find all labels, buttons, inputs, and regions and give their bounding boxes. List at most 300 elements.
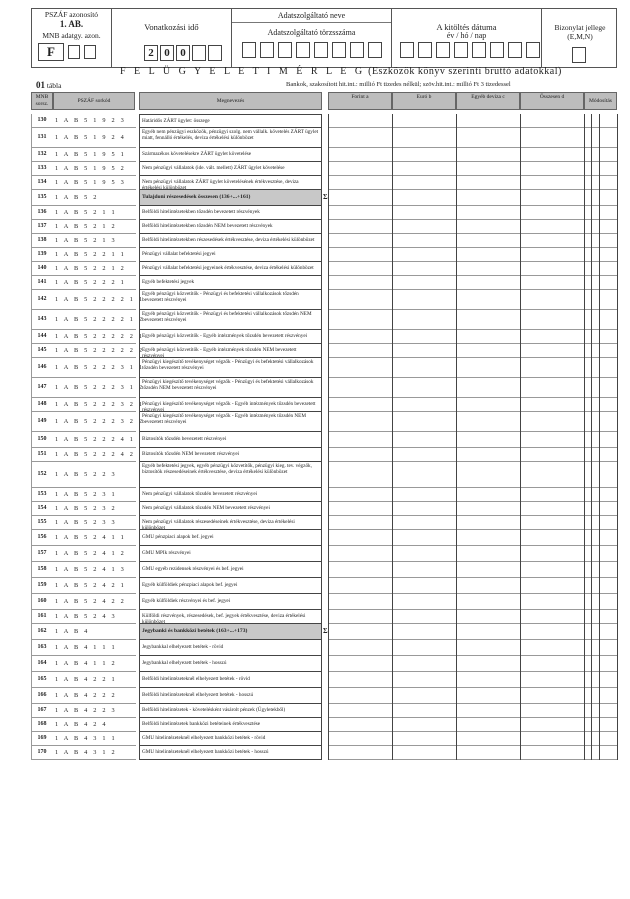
row-description: Egyéb pénzügyi közvetítők - Egyéb intézmények tőzsdén NEM bevezetett részvényei xyxy=(139,344,322,358)
table-row xyxy=(31,412,617,432)
date-box-1[interactable] xyxy=(400,42,414,58)
row-code: 1 A B 5 2 3 1 xyxy=(55,491,117,498)
value-forint[interactable] xyxy=(328,624,392,640)
value-forint[interactable] xyxy=(328,656,392,672)
value-modositas[interactable] xyxy=(584,594,617,610)
value-euro[interactable] xyxy=(392,330,456,344)
value-modositas[interactable] xyxy=(584,344,617,358)
value-euro[interactable] xyxy=(392,276,456,290)
row-code: 1 A B 5 2 2 1 2 xyxy=(55,265,126,272)
value-deviza[interactable] xyxy=(456,128,520,148)
value-euro[interactable] xyxy=(392,746,456,760)
header-id-cell xyxy=(32,9,112,67)
value-euro[interactable] xyxy=(392,190,456,206)
value-deviza[interactable] xyxy=(456,220,520,234)
value-deviza[interactable] xyxy=(456,290,520,310)
value-euro[interactable] xyxy=(392,220,456,234)
registry-box-3[interactable] xyxy=(278,42,292,58)
row-code: 1 A B 5 2 2 2 4 2 xyxy=(55,451,136,458)
row-description: Belföldi hitelintézetekben tőzsdén bevezetett részvények xyxy=(139,206,322,220)
value-modositas[interactable] xyxy=(584,502,617,516)
row-description: Származékos követelésekre ZÁRT ügylet követelése xyxy=(139,148,322,162)
table-number xyxy=(36,80,61,90)
value-forint[interactable] xyxy=(328,176,392,190)
value-modositas[interactable] xyxy=(584,624,617,640)
value-osszesen[interactable] xyxy=(520,378,584,398)
value-forint[interactable] xyxy=(328,718,392,732)
value-modositas[interactable] xyxy=(584,432,617,448)
value-osszesen[interactable] xyxy=(520,546,584,562)
value-euro[interactable] xyxy=(392,488,456,502)
row-number: 160 xyxy=(37,598,47,604)
value-modositas[interactable] xyxy=(584,262,617,276)
value-osszesen[interactable] xyxy=(520,688,584,704)
value-deviza[interactable] xyxy=(456,344,520,358)
value-forint[interactable] xyxy=(328,462,392,488)
value-osszesen[interactable] xyxy=(520,640,584,656)
value-osszesen[interactable] xyxy=(520,276,584,290)
value-deviza[interactable] xyxy=(456,546,520,562)
value-osszesen[interactable] xyxy=(520,562,584,578)
value-euro[interactable] xyxy=(392,688,456,704)
sum-marker: Σ xyxy=(323,627,328,635)
value-osszesen[interactable] xyxy=(520,248,584,262)
value-modositas[interactable] xyxy=(584,190,617,206)
value-forint[interactable] xyxy=(328,234,392,248)
value-euro[interactable] xyxy=(392,516,456,530)
date-box-7[interactable] xyxy=(508,42,522,58)
value-modositas[interactable] xyxy=(584,562,617,578)
value-forint[interactable] xyxy=(328,578,392,594)
value-osszesen[interactable] xyxy=(520,176,584,190)
row-description: Egyéb külföldiek pénzpiaci alapok bef. jegyei xyxy=(139,578,322,594)
value-euro[interactable] xyxy=(392,358,456,378)
row-code: 1 A B 5 1 9 2 3 xyxy=(55,117,126,124)
value-osszesen[interactable] xyxy=(520,594,584,610)
value-deviza[interactable] xyxy=(456,234,520,248)
value-forint[interactable] xyxy=(328,502,392,516)
value-euro[interactable] xyxy=(392,290,456,310)
value-euro[interactable] xyxy=(392,704,456,718)
value-deviza[interactable] xyxy=(456,610,520,624)
value-osszesen[interactable] xyxy=(520,190,584,206)
value-forint[interactable] xyxy=(328,148,392,162)
value-deviza[interactable] xyxy=(456,190,520,206)
letter-box[interactable]: F xyxy=(38,43,64,61)
value-deviza[interactable] xyxy=(456,276,520,290)
value-forint[interactable] xyxy=(328,594,392,610)
table-row xyxy=(31,262,617,276)
value-euro[interactable] xyxy=(392,234,456,248)
value-osszesen[interactable] xyxy=(520,502,584,516)
value-modositas[interactable] xyxy=(584,128,617,148)
value-deviza[interactable] xyxy=(456,516,520,530)
value-osszesen[interactable] xyxy=(520,162,584,176)
value-forint[interactable] xyxy=(328,516,392,530)
value-euro[interactable] xyxy=(392,310,456,330)
value-osszesen[interactable] xyxy=(520,310,584,330)
value-forint[interactable] xyxy=(328,248,392,262)
value-forint[interactable] xyxy=(328,262,392,276)
value-deviza[interactable] xyxy=(456,248,520,262)
row-number: 167 xyxy=(37,707,47,713)
value-modositas[interactable] xyxy=(584,448,617,462)
row-number: 150 xyxy=(37,436,47,442)
registry-box-7[interactable] xyxy=(350,42,364,58)
value-forint[interactable] xyxy=(328,128,392,148)
value-osszesen[interactable] xyxy=(520,624,584,640)
value-modositas[interactable] xyxy=(584,412,617,432)
value-euro[interactable] xyxy=(392,530,456,546)
value-euro[interactable] xyxy=(392,206,456,220)
row-description: GMU hitelintézeteknél elhelyezett bankközi betétek - rövid xyxy=(139,732,322,746)
value-osszesen[interactable] xyxy=(520,344,584,358)
row-description: Egyéb nem pénzügyi eszközök, pénzügyi szolg. nem vállalk. követelés ZÁRT ügylet miatt, fennálló értékelés, deviza értékelési különbözet xyxy=(139,128,322,148)
value-euro[interactable] xyxy=(392,640,456,656)
header-doc-cell xyxy=(542,9,618,67)
value-euro[interactable] xyxy=(392,732,456,746)
row-number: 137 xyxy=(37,223,47,229)
value-osszesen[interactable] xyxy=(520,148,584,162)
value-euro[interactable] xyxy=(392,624,456,640)
row-description: Egyéb külföldiek részvényei és bef. jegyei xyxy=(139,594,322,610)
value-modositas[interactable] xyxy=(584,704,617,718)
row-number: 144 xyxy=(37,333,47,339)
value-forint[interactable] xyxy=(328,276,392,290)
registry-box-5[interactable] xyxy=(314,42,328,58)
value-modositas[interactable] xyxy=(584,234,617,248)
value-deviza[interactable] xyxy=(456,162,520,176)
value-osszesen[interactable] xyxy=(520,220,584,234)
value-forint[interactable] xyxy=(328,562,392,578)
row-code: 1 A B 4 2 2 2 xyxy=(55,692,117,699)
registry-box-4[interactable] xyxy=(296,42,310,58)
registry-box-6[interactable] xyxy=(332,42,346,58)
date-box-8[interactable] xyxy=(526,42,540,58)
row-code: 1 A B 4 2 2 3 xyxy=(55,707,117,714)
value-osszesen[interactable] xyxy=(520,656,584,672)
row-code: 1 A B 5 2 4 1 1 xyxy=(55,534,126,541)
value-modositas[interactable] xyxy=(584,148,617,162)
table-row xyxy=(31,688,617,704)
value-forint[interactable] xyxy=(328,162,392,176)
date-box-4[interactable] xyxy=(454,42,468,58)
value-forint[interactable] xyxy=(328,688,392,704)
value-modositas[interactable] xyxy=(584,516,617,530)
table-row xyxy=(31,358,617,378)
table-row xyxy=(31,148,617,162)
value-modositas[interactable] xyxy=(584,546,617,562)
value-modositas[interactable] xyxy=(584,578,617,594)
row-number: 156 xyxy=(37,534,47,540)
row-number: 161 xyxy=(37,613,47,619)
value-osszesen[interactable] xyxy=(520,330,584,344)
row-description: Egyéb pénzügyi közvetítők - Egyéb intézmények tőzsdén bevezetett részvényei xyxy=(139,330,322,344)
value-osszesen[interactable] xyxy=(520,704,584,718)
mnb-box-2[interactable] xyxy=(84,45,96,59)
row-number: 165 xyxy=(37,676,47,682)
value-deviza[interactable] xyxy=(456,732,520,746)
value-modositas[interactable] xyxy=(584,688,617,704)
value-modositas[interactable] xyxy=(584,310,617,330)
value-osszesen[interactable] xyxy=(520,718,584,732)
value-osszesen[interactable] xyxy=(520,448,584,462)
table-label: tábla xyxy=(46,81,62,90)
value-euro[interactable] xyxy=(392,162,456,176)
value-osszesen[interactable] xyxy=(520,530,584,546)
value-forint[interactable] xyxy=(328,530,392,546)
col-header-osszesen: Összesen d xyxy=(520,92,584,110)
form-code: 1. AB. xyxy=(59,19,84,29)
value-deviza[interactable] xyxy=(456,176,520,190)
value-forint[interactable] xyxy=(328,610,392,624)
value-modositas[interactable] xyxy=(584,672,617,688)
year-box-1[interactable]: 2 xyxy=(144,45,158,61)
value-deviza[interactable] xyxy=(456,672,520,688)
table-row xyxy=(31,310,617,330)
value-modositas[interactable] xyxy=(584,114,617,128)
value-deviza[interactable] xyxy=(456,448,520,462)
table-row xyxy=(31,220,617,234)
value-deviza[interactable] xyxy=(456,148,520,162)
value-forint[interactable] xyxy=(328,290,392,310)
value-osszesen[interactable] xyxy=(520,412,584,432)
value-osszesen[interactable] xyxy=(520,290,584,310)
value-deviza[interactable] xyxy=(456,310,520,330)
value-modositas[interactable] xyxy=(584,746,617,760)
value-deviza[interactable] xyxy=(456,640,520,656)
value-osszesen[interactable] xyxy=(520,732,584,746)
value-modositas[interactable] xyxy=(584,462,617,488)
value-deviza[interactable] xyxy=(456,530,520,546)
date-box-2[interactable] xyxy=(418,42,432,58)
value-euro[interactable] xyxy=(392,578,456,594)
value-deviza[interactable] xyxy=(456,432,520,448)
value-deviza[interactable] xyxy=(456,704,520,718)
value-deviza[interactable] xyxy=(456,262,520,276)
value-osszesen[interactable] xyxy=(520,262,584,276)
value-modositas[interactable] xyxy=(584,176,617,190)
value-forint[interactable] xyxy=(328,398,392,412)
value-forint[interactable] xyxy=(328,220,392,234)
row-number: 149 xyxy=(37,418,47,424)
value-modositas[interactable] xyxy=(584,290,617,310)
value-osszesen[interactable] xyxy=(520,114,584,128)
value-deviza[interactable] xyxy=(456,398,520,412)
date-box-6[interactable] xyxy=(490,42,504,58)
value-modositas[interactable] xyxy=(584,488,617,502)
row-description: Külföldi részvények, részesedések, bef. jegyek értékvesztése, deviza értékelési különbözet xyxy=(139,610,322,624)
value-forint[interactable] xyxy=(328,704,392,718)
value-forint[interactable] xyxy=(328,672,392,688)
provider-reg-label: Adatszolgáltató törzsszáma xyxy=(267,28,356,37)
value-euro[interactable] xyxy=(392,344,456,358)
table-row xyxy=(31,488,617,502)
row-code: 1 A B 5 2 2 2 2 2 2 xyxy=(55,347,145,354)
row-number: 170 xyxy=(37,749,47,755)
row-number: 154 xyxy=(37,505,47,511)
value-deviza[interactable] xyxy=(456,378,520,398)
value-euro[interactable] xyxy=(392,114,456,128)
value-osszesen[interactable] xyxy=(520,206,584,220)
value-forint[interactable] xyxy=(328,206,392,220)
value-deviza[interactable] xyxy=(456,114,520,128)
value-forint[interactable] xyxy=(328,746,392,760)
value-modositas[interactable] xyxy=(584,732,617,746)
value-osszesen[interactable] xyxy=(520,610,584,624)
value-deviza[interactable] xyxy=(456,578,520,594)
value-osszesen[interactable] xyxy=(520,128,584,148)
value-osszesen[interactable] xyxy=(520,358,584,378)
table-row xyxy=(31,432,617,448)
row-description: GMU hitelintézeteknél elhelyezett bankközi betétek - hosszú xyxy=(139,746,322,760)
row-description: Jegybanki és bankközi betétek (163+...+173) xyxy=(139,624,322,640)
value-modositas[interactable] xyxy=(584,330,617,344)
value-euro[interactable] xyxy=(392,176,456,190)
table-row xyxy=(31,624,617,640)
table-row xyxy=(31,114,617,128)
value-euro[interactable] xyxy=(392,128,456,148)
value-forint[interactable] xyxy=(328,732,392,746)
value-euro[interactable] xyxy=(392,398,456,412)
value-forint[interactable] xyxy=(328,546,392,562)
value-deviza[interactable] xyxy=(456,594,520,610)
value-osszesen[interactable] xyxy=(520,578,584,594)
value-deviza[interactable] xyxy=(456,718,520,732)
col-header-kod: PSZÁF sorkód xyxy=(53,92,135,110)
value-deviza[interactable] xyxy=(456,562,520,578)
value-deviza[interactable] xyxy=(456,330,520,344)
row-description: Nem pénzügyi vállalatok tőzsdén bevezetett részvényei xyxy=(139,488,322,502)
mnb-box-1[interactable] xyxy=(68,45,80,59)
value-osszesen[interactable] xyxy=(520,672,584,688)
value-euro[interactable] xyxy=(392,432,456,448)
value-osszesen[interactable] xyxy=(520,462,584,488)
value-euro[interactable] xyxy=(392,594,456,610)
value-osszesen[interactable] xyxy=(520,746,584,760)
value-forint[interactable] xyxy=(328,114,392,128)
year-box-5[interactable] xyxy=(208,45,222,61)
row-number: 132 xyxy=(37,151,47,157)
value-euro[interactable] xyxy=(392,148,456,162)
value-deviza[interactable] xyxy=(456,462,520,488)
value-euro[interactable] xyxy=(392,462,456,488)
value-euro[interactable] xyxy=(392,378,456,398)
row-description: Belföldi hitelintézetekben részesedések értékvesztése, deviza értékelési különbözet xyxy=(139,234,322,248)
value-osszesen[interactable] xyxy=(520,432,584,448)
col-header-desc: Megnevezés xyxy=(139,92,322,110)
value-euro[interactable] xyxy=(392,562,456,578)
value-deviza[interactable] xyxy=(456,206,520,220)
value-forint[interactable] xyxy=(328,330,392,344)
row-code: 1 A B 5 2 2 1 1 xyxy=(55,251,126,258)
value-euro[interactable] xyxy=(392,610,456,624)
value-osszesen[interactable] xyxy=(520,488,584,502)
value-euro[interactable] xyxy=(392,672,456,688)
value-modositas[interactable] xyxy=(584,220,617,234)
value-forint[interactable] xyxy=(328,358,392,378)
value-deviza[interactable] xyxy=(456,746,520,760)
value-euro[interactable] xyxy=(392,448,456,462)
table-row xyxy=(31,516,617,530)
value-forint[interactable] xyxy=(328,448,392,462)
table-row xyxy=(31,672,617,688)
value-deviza[interactable] xyxy=(456,358,520,378)
value-modositas[interactable] xyxy=(584,378,617,398)
value-deviza[interactable] xyxy=(456,488,520,502)
table-row xyxy=(31,594,617,610)
year-box-3[interactable]: 0 xyxy=(176,45,190,61)
value-euro[interactable] xyxy=(392,718,456,732)
value-forint[interactable] xyxy=(328,412,392,432)
value-deviza[interactable] xyxy=(456,502,520,516)
header-provider-cell xyxy=(232,9,392,67)
row-description: GMU egyéb rezidensek részvényei és bef. jegyei xyxy=(139,562,322,578)
value-euro[interactable] xyxy=(392,656,456,672)
value-euro[interactable] xyxy=(392,546,456,562)
value-osszesen[interactable] xyxy=(520,234,584,248)
value-forint[interactable] xyxy=(328,190,392,206)
value-modositas[interactable] xyxy=(584,718,617,732)
value-modositas[interactable] xyxy=(584,276,617,290)
row-number: 142 xyxy=(37,296,47,302)
row-code: 1 A B 4 3 1 1 xyxy=(55,735,117,742)
col-header-forint: Forint a xyxy=(328,92,392,110)
value-modositas[interactable] xyxy=(584,610,617,624)
value-deviza[interactable] xyxy=(456,688,520,704)
row-code: 1 A B 5 2 3 3 xyxy=(55,519,117,526)
row-number: 139 xyxy=(37,251,47,257)
value-modositas[interactable] xyxy=(584,358,617,378)
value-euro[interactable] xyxy=(392,248,456,262)
value-forint[interactable] xyxy=(328,432,392,448)
registry-box-2[interactable] xyxy=(260,42,274,58)
row-description: Egyéb pénzügyi közvetítők - Pénzügyi és befektetési vállalkozások tőzsdén NEM bevezetett részvényei xyxy=(139,310,322,330)
year-box-4[interactable] xyxy=(192,45,206,61)
value-forint[interactable] xyxy=(328,378,392,398)
value-forint[interactable] xyxy=(328,640,392,656)
registry-box-1[interactable] xyxy=(242,42,256,58)
value-osszesen[interactable] xyxy=(520,398,584,412)
value-forint[interactable] xyxy=(328,488,392,502)
row-number: 135 xyxy=(37,194,47,200)
row-code: 1 A B 5 2 4 2 2 xyxy=(55,598,126,605)
value-modositas[interactable] xyxy=(584,530,617,546)
value-modositas[interactable] xyxy=(584,162,617,176)
registry-box-8[interactable] xyxy=(368,42,382,58)
value-deviza[interactable] xyxy=(456,412,520,432)
doc-type-box[interactable] xyxy=(572,47,586,63)
table-row xyxy=(31,746,617,760)
value-modositas[interactable] xyxy=(584,656,617,672)
value-euro[interactable] xyxy=(392,502,456,516)
value-modositas[interactable] xyxy=(584,640,617,656)
date-box-5[interactable] xyxy=(472,42,486,58)
value-osszesen[interactable] xyxy=(520,516,584,530)
value-modositas[interactable] xyxy=(584,248,617,262)
year-box-2[interactable]: 0 xyxy=(160,45,174,61)
value-modositas[interactable] xyxy=(584,398,617,412)
value-forint[interactable] xyxy=(328,344,392,358)
value-forint[interactable] xyxy=(328,310,392,330)
table-row xyxy=(31,530,617,546)
date-box-3[interactable] xyxy=(436,42,450,58)
value-modositas[interactable] xyxy=(584,206,617,220)
value-euro[interactable] xyxy=(392,412,456,432)
value-deviza[interactable] xyxy=(456,656,520,672)
value-euro[interactable] xyxy=(392,262,456,276)
value-deviza[interactable] xyxy=(456,624,520,640)
